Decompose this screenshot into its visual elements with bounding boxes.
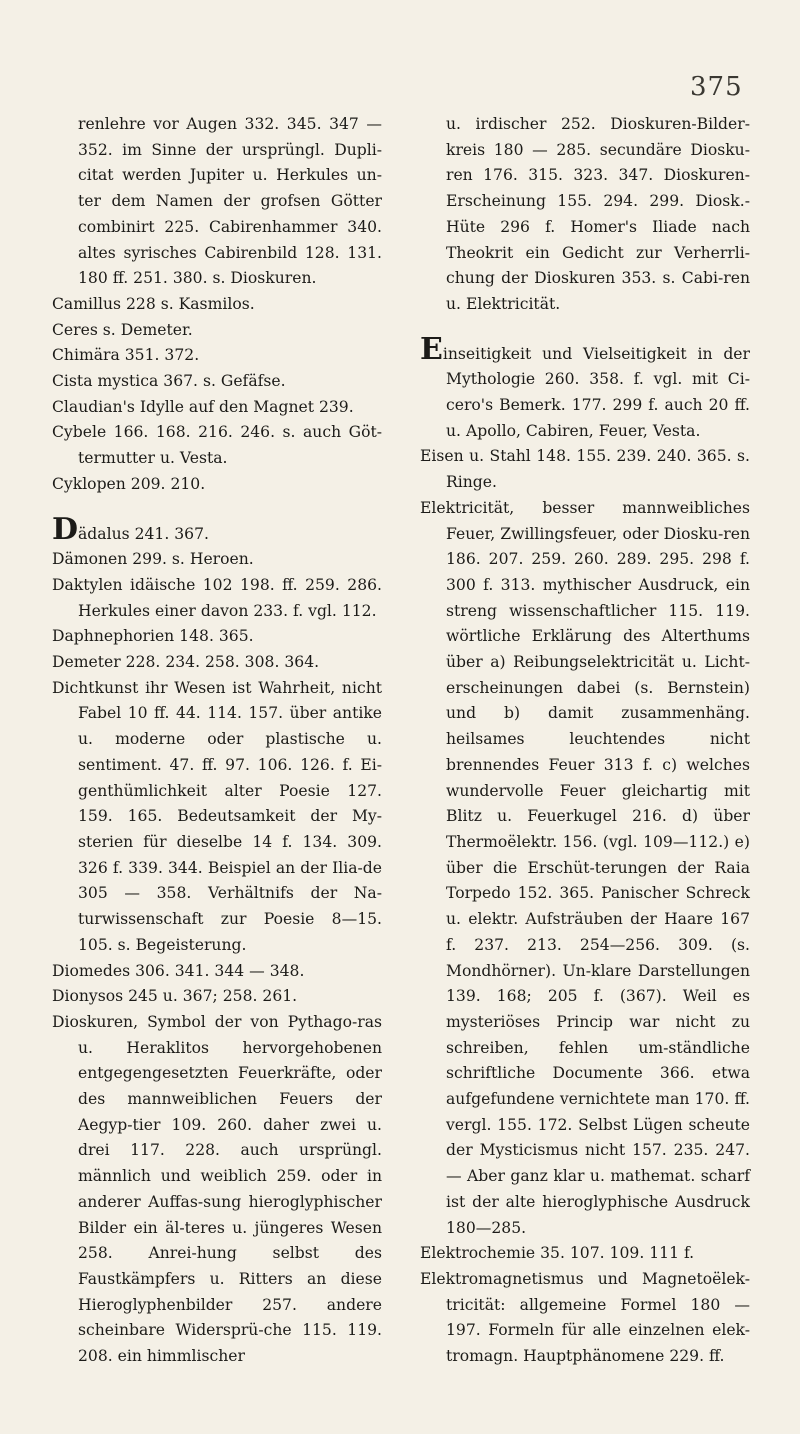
index-entry <box>52 959 382 985</box>
index-entry-text: Dämonen 299. s. Heroen. <box>52 550 254 569</box>
index-entry-text: Dichtkunst ihr Wesen ist Wahrheit, nicht Fabel 10 ff. 44. 114. 157. über antike u. moderne oder plastische u. sentiment. 47. ff. 97. 106. 126. f. Ei-genthümlichkeit alter Poesie 127. 159. 165. Bedeutsamkeit der My-sterien für dieselbe 14 f. 134. 309. 326 f. 339. 344. Beispiel an der Ilia-de 305 — 358. Verhältnifs der Na-turwissenschaft zur Poesie 8—15. 105. s. Begeisterung. <box>52 678 382 954</box>
index-entry <box>52 369 382 395</box>
index-entry-text: Chimära 351. 372. <box>52 346 200 365</box>
index-entry <box>52 420 382 471</box>
index-entry-text: Eisen u. Stahl 148. 155. 239. 240. 365. s. Ringe. <box>420 447 750 492</box>
index-column-right <box>420 112 750 1370</box>
index-entry <box>420 112 750 318</box>
index-entry-text: ädalus 241. 367. <box>78 524 209 543</box>
index-entry <box>52 318 382 344</box>
index-entry <box>420 1267 750 1370</box>
index-entry-text: Ceres s. Demeter. <box>52 320 193 339</box>
index-entry-text: Cybele 166. 168. 216. 246. s. auch Göt-termutter u. Vesta. <box>52 423 382 468</box>
index-entry <box>420 444 750 495</box>
index-entry-text: Elektromagnetismus und Magnetoëlek-tricität: allgemeine Formel 180 — 197. Formeln für alle einzelnen elek-tromagn. Hauptphänomene 229. ff. <box>420 1269 750 1366</box>
drop-capital: D <box>52 511 79 547</box>
index-entry <box>52 343 382 369</box>
index-entry <box>52 472 382 498</box>
index-entry-text: Elektrochemie 35. 107. 109. 111 f. <box>420 1244 695 1263</box>
index-entry <box>52 1010 382 1370</box>
index-entry <box>52 573 382 624</box>
index-entry-text: Cyklopen 209. 210. <box>52 474 206 493</box>
index-entry <box>52 676 382 959</box>
index-entry-text: Claudian's Idylle auf den Magnet 239. <box>52 397 354 416</box>
index-entry-text: Daphnephorien 148. 365. <box>52 627 254 646</box>
index-entry <box>52 395 382 421</box>
index-entry <box>420 496 750 1241</box>
index-entry-text: u. irdischer 252. Dioskuren-Bilder-kreis 180 — 285. secundäre Diosku-ren 176. 315. 323. 347. Dioskuren-Erscheinung 155. 294. 299. Diosk.-Hüte 296 f. Homer's Iliade nach Theokrit ein Gedicht zur Verherrli-chung der Dioskuren 353. s. Cabi-ren u. Elektricität. <box>446 115 750 313</box>
index-entry <box>52 547 382 573</box>
index-entry-text: Elektricität, besser mannweibliches Feuer, Zwillingsfeuer, oder Diosku-ren 186. 207. 259. 260. 289. 295. 298 f. 300 f. 313. mythischer Ausdruck, ein streng wissenschaftlicher 115. 119. wörtliche Erklärung des Alterthums über a) Reibungselektricität u. Licht-erscheinungen dabei (s. Bernstein) und b) damit zusammenhäng. heilsames leuchtendes nicht brennendes Feuer 313 f. c) welches wundervolle Feuer gleichartig mit Blitz u. Feuerkugel 216. d) über Thermoëlektr. 156. (vgl. 109—112.) e) über die Erschüt-terungen der Raia Torpedo 152. 365. Panischer Schreck u. elektr. Aufsträuben der Haare 167 f. 237. 213. 254—256. 309. (s. Mondhörner). Un-klare Darstellungen 139. 168; 205 f. (367). Weil es mysteriöses Princip war nicht zu schreiben, fehlen um-ständliche schriftliche Documente 366. etwa aufgefundene vernichtete man 170. ff. vergl. 155. 172. Selbst Lügen scheute der Mysticismus nicht 157. 235. 247. — Aber ganz klar u. mathemat. scharf ist der alte hieroglyphische Ausdruck 180—285. <box>420 498 750 1237</box>
index-entry <box>52 984 382 1010</box>
index-entry-text: Diomedes 306. 341. 344 — 348. <box>52 961 305 980</box>
index-entry <box>52 624 382 650</box>
index-entry-text: Dioskuren, Symbol der von Pythago-ras u. Heraklitos hervorgehobenen entgegengesetzten Feuerkräfte, oder des mannweiblichen Feuers der Aegyp-tier 109. 260. daher zwei u. drei 117. 228. auch ursprüngl. männlich und weiblich 259. oder in anderer Auffas-sung hieroglyphischer Bilder ein äl-teres u. jüngeres Wesen 258. Anrei-hung selbst des Faustkämpfers u. Ritters an diese Hieroglyphenbilder 257. andere scheinbare Widersprü-che 115. 119. 208. ein himmlischer <box>52 1012 382 1366</box>
index-entry <box>52 511 382 548</box>
index-entry-text: inseitigkeit und Vielseitigkeit in der Mythologie 260. 358. f. vgl. mit Ci-cero's Bemerk. 177. 299 f. auch 20 ff. u. Apollo, Cabiren, Feuer, Vesta. <box>442 344 750 440</box>
index-entry-text: Demeter 228. 234. 258. 308. 364. <box>52 653 320 672</box>
index-entry <box>420 1241 750 1267</box>
index-entry <box>420 331 750 445</box>
index-entry <box>52 650 382 676</box>
index-entry-text: Dionysos 245 u. 367; 258. 261. <box>52 987 298 1006</box>
drop-capital: E <box>420 331 443 367</box>
index-entry <box>52 292 382 318</box>
page-number: 375 <box>690 72 743 102</box>
index-entry-text: renlehre vor Augen 332. 345. 347 — 352. im Sinne der ursprüngl. Dupli-citat werden Jupiter u. Herkules un-ter dem Namen der grofsen Götter combinirt 225. Cabirenhammer 340. altes syrisches Cabirenbild 128. 131. 180 ff. 251. 380. s. Dioskuren. <box>78 115 382 288</box>
index-entry-text: Camillus 228 s. Kasmilos. <box>52 294 255 313</box>
index-entry-text: Daktylen idäische 102 198. ff. 259. 286. Herkules einer davon 233. f. vgl. 112. <box>52 575 382 620</box>
index-column-left <box>52 112 382 1370</box>
index-entry-text: Cista mystica 367. s. Gefäfse. <box>52 372 286 391</box>
index-entry <box>52 112 382 292</box>
